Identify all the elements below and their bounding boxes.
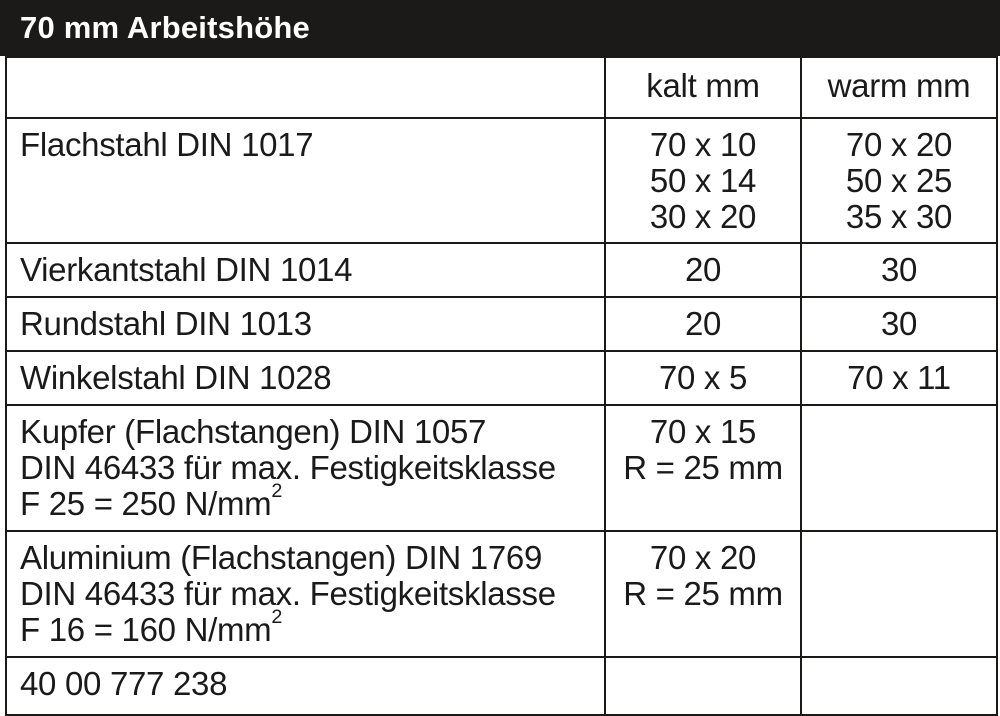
cell-warm-empty [801,405,997,531]
cell-kalt-empty [605,657,801,715]
row-label-line: Flachstahl DIN 1017 [20,126,314,163]
table-row [6,297,997,351]
cell-kalt [605,297,801,351]
table-title: 70 mm Arbeitshöhe [0,0,1000,56]
table-row [6,243,997,297]
row-label-line: Vierkantstahl DIN 1014 [20,251,353,288]
row-label [6,351,605,405]
row-label [6,531,605,657]
cell-warm-empty [801,531,997,657]
row-label-text: F 25 = 250 N/mm [20,485,272,522]
superscript: 2 [271,480,283,503]
row-label-line: Winkelstahl DIN 1028 [20,359,332,396]
cell-warm [801,351,997,405]
cell-kalt-line: R = 25 mm [623,449,783,486]
row-label [6,243,605,297]
cell-warm [801,243,997,297]
cell-warm-empty [801,657,997,715]
cell-kalt [605,351,801,405]
header-label-cell [6,57,605,118]
cell-warm-line: 70 x 11 [847,359,951,396]
cell-kalt-line: 70 x 10 [649,126,757,163]
row-label-line: DIN 46433 für max. Festigkeitsklasse [20,575,556,612]
cell-kalt-line: R = 25 mm [623,575,783,612]
row-label-text: F 16 = 160 N/mm [20,611,272,648]
row-label-line [20,480,604,522]
superscript: 2 [271,606,283,629]
article-number [6,657,605,715]
row-label [6,405,605,531]
cell-kalt-line: 20 [684,305,722,342]
cell-kalt [605,531,801,657]
cell-kalt-line: 70 x 15 [649,413,757,450]
header-warm: warm mm [801,57,997,118]
header-kalt: kalt mm [605,57,801,118]
cell-warm-line: 30 [880,251,918,288]
cell-warm-line: 30 [880,305,918,342]
cell-warm-line: 50 x 25 [845,162,953,199]
cell-warm [801,118,997,243]
cell-warm-line: 35 x 30 [845,198,953,235]
cell-kalt-line: 30 x 20 [649,198,757,235]
table-row [6,531,997,657]
table-row [6,118,997,243]
article-number-text: 40 00 777 238 [20,665,228,702]
row-label-line: Rundstahl DIN 1013 [20,305,312,342]
table-row [6,405,997,531]
cell-kalt [605,405,801,531]
row-label-line: DIN 46433 für max. Festigkeitsklasse [20,449,556,486]
spec-table [5,56,998,716]
cell-kalt [605,243,801,297]
cell-warm [801,297,997,351]
table-row [6,657,997,715]
header-row [6,57,997,118]
cell-kalt [605,118,801,243]
table-row [6,351,997,405]
row-label-line: Kupfer (Flachstangen) DIN 1057 [20,413,487,450]
cell-kalt-line: 50 x 14 [649,162,757,199]
row-label [6,118,605,243]
cell-kalt-line: 20 [684,251,722,288]
cell-kalt-line: 70 x 20 [649,539,757,576]
cell-kalt-line: 70 x 5 [658,359,748,396]
row-label-line [20,606,604,648]
cell-warm-line: 70 x 20 [845,126,953,163]
row-label [6,297,605,351]
row-label-line: Aluminium (Flachstangen) DIN 1769 [20,539,542,576]
